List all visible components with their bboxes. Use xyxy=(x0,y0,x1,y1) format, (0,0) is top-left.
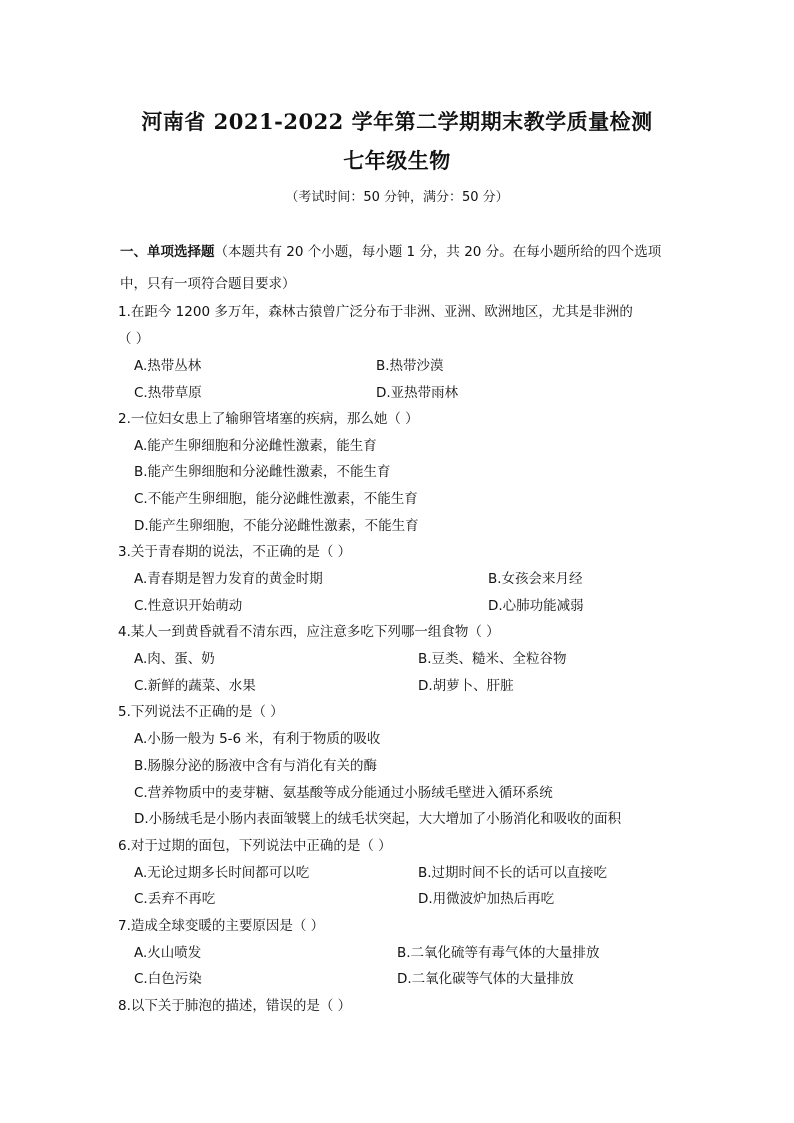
question-stem: 6.对于过期的面包，下列说法中正确的是（ ） xyxy=(118,838,392,854)
option-c: C.白色污染 xyxy=(134,971,202,987)
option-d: D.胡萝卜、肝脏 xyxy=(418,678,514,694)
exam-info: （考试时间：50 分钟，满分：50 分） xyxy=(285,190,509,205)
question-stem: 8.以下关于肺泡的描述，错误的是（ ） xyxy=(118,998,352,1014)
option-c: C.热带草原 xyxy=(134,385,202,401)
option-c: C.营养物质中的麦芽糖、氨基酸等成分能通过小肠绒毛壁进入循环系统 xyxy=(134,785,553,801)
question-stem: 7.造成全球变暖的主要原因是（ ） xyxy=(118,918,325,934)
option-b: B.能产生卵细胞和分泌雌性激素，不能生育 xyxy=(134,464,391,480)
option-b: B.肠腺分泌的肠液中含有与消化有关的酶 xyxy=(134,758,378,774)
option-c: C.丢弃不再吃 xyxy=(134,891,216,907)
option-c: C.不能产生卵细胞，能分泌雌性激素，不能生育 xyxy=(134,491,418,507)
option-a: A.火山喷发 xyxy=(134,945,202,961)
option-a: A.热带丛林 xyxy=(134,358,202,374)
option-d: D.能产生卵细胞，不能分泌雌性激素，不能生育 xyxy=(134,518,419,534)
option-d: D.亚热带雨林 xyxy=(376,385,459,401)
option-d: D.小肠绒毛是小肠内表面皱襞上的绒毛状突起，大大增加了小肠消化和吸收的面积 xyxy=(134,811,622,827)
option-b: B.热带沙漠 xyxy=(376,358,444,374)
section-heading-line xyxy=(120,243,661,261)
option-d: D.用微波炉加热后再吃 xyxy=(418,891,555,907)
option-b: B.过期时间不长的话可以直接吃 xyxy=(418,865,608,881)
question-stem: 3.关于青春期的说法，不正确的是（ ） xyxy=(118,544,352,560)
question-stem: 2.一位妇女患上了输卵管堵塞的疾病，那么她（ ） xyxy=(118,411,419,427)
option-c: C.新鲜的蔬菜、水果 xyxy=(134,678,256,694)
option-b: B.豆类、糙米、全粒谷物 xyxy=(418,651,567,667)
exam-title: 河南省 2021-2022 学年第二学期期末教学质量检测 xyxy=(141,109,653,134)
option-a: A.青春期是智力发育的黄金时期 xyxy=(134,571,323,587)
option-d: D.心肺功能减弱 xyxy=(488,598,584,614)
option-a: A.无论过期多长时间都可以吃 xyxy=(134,865,310,881)
answer-blank: （ ） xyxy=(118,331,150,347)
option-d: D.二氧化碳等气体的大量排放 xyxy=(397,971,574,987)
option-b: B.女孩会来月经 xyxy=(488,571,583,587)
option-a: A.小肠一般为 5-6 米，有利于物质的吸收 xyxy=(134,731,381,747)
option-a: A.肉、蛋、奶 xyxy=(134,651,215,667)
question-stem: 4.某人一到黄昏就看不清东西，应注意多吃下列哪一组食物（ ） xyxy=(118,624,500,640)
section-heading: 一、单项选择题 xyxy=(120,244,215,260)
question-stem: 1.在距今 1200 多万年，森林古猿曾广泛分布于非洲、亚洲、欧洲地区，尤其是非洲的 xyxy=(118,304,633,320)
option-a: A.能产生卵细胞和分泌雌性激素，能生育 xyxy=(134,438,377,454)
exam-subject: 七年级生物 xyxy=(343,148,451,173)
section-instructions: （本题共有 20 个小题，每小题 1 分，共 20 分。在每小题所给的四个选项 xyxy=(214,244,662,260)
section-instructions-cont: 中，只有一项符合题目要求） xyxy=(120,276,296,292)
option-b: B.二氧化硫等有毒气体的大量排放 xyxy=(397,945,600,961)
option-c: C.性意识开始萌动 xyxy=(134,598,243,614)
question-stem: 5.下列说法不正确的是（ ） xyxy=(118,704,284,720)
